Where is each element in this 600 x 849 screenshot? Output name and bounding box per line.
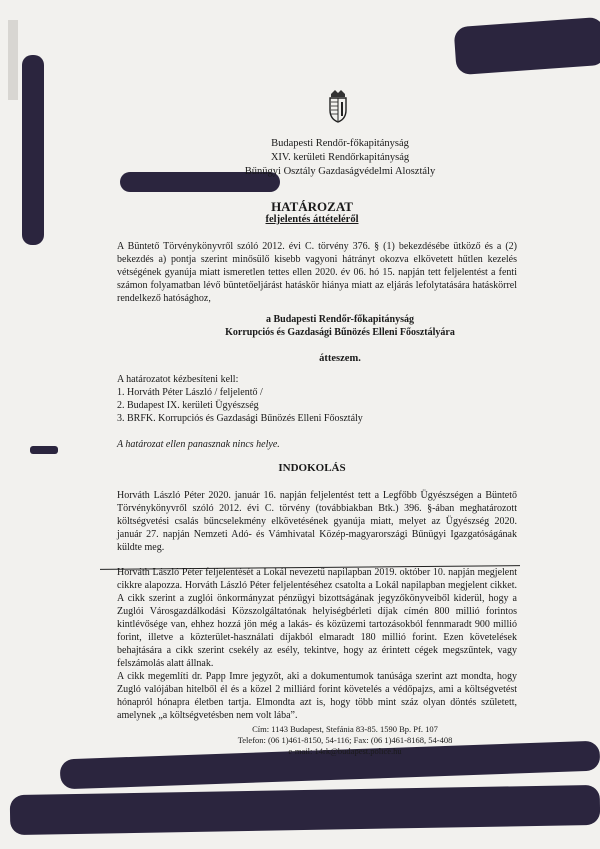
reasoning-title: INDOKOLÁS [278, 462, 346, 474]
recipient-line-1: a Budapesti Rendőr-főkapitányság [266, 314, 414, 325]
delivery-intro: A határozatot kézbesíteni kell: [117, 374, 239, 385]
header-line-1: Budapesti Rendőr-főkapitányság [271, 138, 409, 149]
header-line-2: XIV. kerületi Rendőrkapitányság [270, 152, 410, 163]
scan-edge-mark [8, 20, 18, 100]
redaction-bottom-2 [10, 785, 600, 835]
delivery-item-1: 1. Horváth Péter László / feljelentő / [117, 387, 263, 398]
no-appeal-note: A határozat ellen panasznak nincs helye. [117, 439, 280, 450]
coat-of-arms-icon [325, 88, 351, 124]
recipient-line-2: Korrupciós és Gazdasági Bűnözés Elleni Főosztályára [225, 327, 455, 338]
reasoning-paragraph-1: Horváth László Péter 2020. január 16. napján feljelentést tett a Legfőbb Ügyészségen a Büntető Törvénykönyvről szóló 2012. évi C. törvény (továbbiakban Btk.) 396. §-ában meghatározott költségvetési csalás bűncselekmény elkövetésének gyanúja miatt, melyet az Ügyészség 2020. január 27. napján Nemzeti Adó- és Vámhivatal Közép-magyarországi Bűnügyi Igazgatóságának küldte meg. [117, 490, 517, 553]
document-subtitle: feljelentés áttételéről [265, 214, 359, 225]
intro-paragraph: A Büntető Törvénykönyvről szóló 2012. évi C. törvény 376. § (1) bekezdésébe ütköző és a (2) bekezdés a) pontja szerint minősülő kisebb vagyoni hátrányt okozva elkövetett hűtlen kezelés vétségének gyanúja miatt ismeretlen tettes ellen 2020. év 06. hó 15. napján tett feljelentést a fenti számon folyamatban lévő büntetőeljárást hatáskör hiánya miatt az eljárás lefolytatására hatáskörrel rendelkező hatósághoz, [117, 241, 517, 304]
reasoning-paragraph-2: Horváth László Péter feljelentését a Lokál nevezetű napilapban 2019. október 10. napján megjelent cikkre alapozza. Horváth László Péter feljelentéséhez csatolta a Lokál napilapban megjelent cikket. A cikk szerint a zuglói önkormányzat pénzügyi bizottságának jegyzőkönyveiből kiderül, hogy a Zuglói Városgazdálkodási Közszolgáltatónak helyiségbérleti díjak címén 800 millió forintos kintlévősége van, ehhez hozzá jön még a lakás- és közüzemi tartozásokból fennmaradt 900 millió forint, illetve a közterület-használati díjakból elmaradt 180 millió forint. Ezen követelések behajtására a cikk szerint csekély az esély, tekintve, hogy az érintett cégek megszűntek, vagy felszámolás alatt állnak. [117, 567, 517, 669]
delivery-item-2: 2. Budapest IX. kerületi Ügyészség [117, 400, 259, 411]
footer-phone: Telefon: (06 1)461-8150, 54-116; Fax: (06 1)461-8168, 54-408 [237, 735, 453, 745]
delivery-item-3: 3. BRFK. Korrupciós és Gazdasági Bűnözés Elleni Főosztály [117, 413, 363, 424]
document-title: HATÁROZAT [271, 199, 353, 214]
redaction-top-right [454, 17, 600, 75]
reasoning-paragraph-3: A cikk megemlíti dr. Papp Imre jegyzőt, aki a dokumentumok tanúsága szerint azt mondta, hogy Zugló valójában hitelből él és a közel 2 milliárd forint követelés a védőpajzs, ami a költségvetést hónapról hónapra életben tartja. Elmondta azt is, hogy több mint száz olyan döntés született, amelynek „a költségvetésben nem volt lába”. [117, 671, 517, 721]
decision-text: átteszem. [319, 353, 361, 364]
header-line-3: Bűnügyi Osztály Gazdaságvédelmi Alosztály [244, 166, 436, 177]
footer-email: e-mail: 14rk@budapest.police.hu [288, 746, 402, 756]
redaction-margin-mark [30, 446, 58, 454]
footer-address: Cím: 1143 Budapest, Stefánia 83-85. 1590 Bp. Pf. 107 [252, 724, 438, 734]
